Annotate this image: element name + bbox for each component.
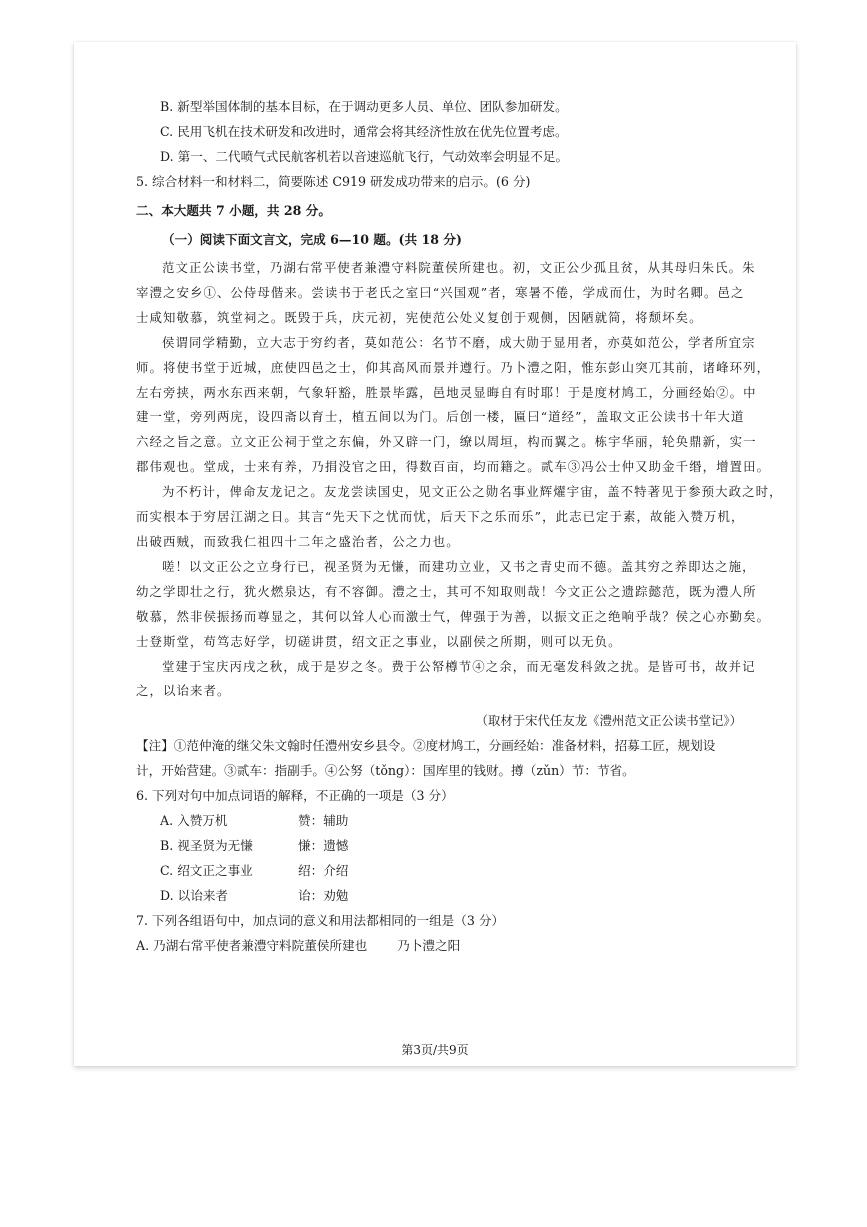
passage-line: 左右旁挟，两水东西来朝，气象轩豁，胜景毕露，邑地灵显晦自有时耶！于是度材鸠工，分画经始②。中 (136, 384, 757, 400)
passage-line: 嗟！以文正公之立身行已，视圣贤为无慊，而建功立业，又书之青史而不德。盖其穷之养即达之施， (162, 558, 756, 574)
question-5: 5. 综合材料一和材料二，简要陈述 C919 研发成功带来的启示。(6 分) (136, 174, 531, 189)
passage-line: 而实根本于穷居江湖之日。其言“先天下之忧而忧，后天下之乐而乐”，此志已定于素，故能入赞万机， (136, 509, 745, 525)
question-7: 7. 下列各组语句中，加点词的意义和用法都相同的一组是（3 分） (136, 913, 505, 929)
classical-passage (136, 256, 783, 704)
passage-line: 为不朽计，俾命友龙记之。友龙尝读国史，见文正公之勋名事业辉燿宇宙，盖不特著见于参预大政之时， (162, 484, 783, 500)
option-gloss: 慊：遗憾 (298, 838, 349, 854)
q4-option-d: D. 第一、二代喷气式民航客机若以音速巡航飞行，气动效率会明显不足。 (160, 149, 569, 164)
passage-line: 士登斯堂，苟笃志好学，切磋讲贯，绍文正之事业，以副侯之所期，则可以无负。 (136, 633, 622, 649)
page-content (136, 94, 783, 958)
option-gloss: 诒：劝勉 (298, 888, 349, 904)
annotation-note: 【注】①范仲淹的继父朱文翰时任澧州安乡县令。②度材鸠工，分画经始：准备材料，招募工匠，规划设 (136, 738, 716, 754)
q6-option-c (136, 858, 748, 883)
passage-line: 范文正公读书堂，乃湖右常平使者兼澧守料院董侯所建也。初，文正公少孤且贫，从其母归朱氏。朱 (162, 260, 756, 275)
passage-paragraph-3 (136, 480, 783, 555)
option-right: 乃卜澧之阳 (397, 938, 461, 954)
subsection-1-title: （一）阅读下面文言文，完成 6—10 题。(共 18 分) (162, 232, 462, 247)
option-gloss: 绍：介绍 (298, 863, 349, 879)
section-2-title: 二、本大题共 7 小题，共 28 分。 (136, 203, 331, 218)
passage-paragraph-2 (136, 331, 771, 480)
annotation-note: 计，开始营建。③贰车：指副手。④公努（tǒng）：国库里的钱财。撙（zǔn）节：节省。 (136, 763, 635, 779)
q6-option-b (136, 833, 748, 858)
passage-line: 侯谓同学精勤，立大志于穷约者，莫如范公：名节不磨，成大勋于显用者，亦莫如范公，学者所宜宗 (162, 334, 756, 350)
passage-line: 六经之旨之意。立文正公祠于堂之东偏，外又辟一门，缭以周垣，构而翼之。栋宇华丽，轮奂鼎新，实一 (136, 434, 757, 450)
passage-line: 幼之学即壮之行，犹火燃泉达，有不容御。澧之士，其可不知取则哉！今文正公之遗踪懿范，既为澧人所 (136, 583, 757, 599)
page-footer: 第3页/共9页 (401, 1043, 469, 1057)
option-phrase: D. 以诒来者 (160, 888, 229, 904)
passage-line: 宰澧之安乡①、公侍母偕来。尝读书于老氏之室曰“兴国观”者，寒暑不倦，学成而仕，为时名卿。邑之 (136, 284, 745, 300)
passage-paragraph-4 (136, 555, 771, 655)
passage-line: 敬慕，然非侯振扬而尊显之，其何以耸人心而激士气，俾强于为善，以振文正之绝响乎哉？侯之心亦勤矣。 (136, 608, 771, 624)
q6-option-d (136, 883, 748, 908)
passage-line: 郡伟观也。堂成，士来有养，乃捐没官之田，得数百亩，均而籍之。贰车③冯公士仲又助金千缗，增置田。 (136, 459, 771, 475)
option-phrase: C. 绍文正之事业 (160, 863, 253, 879)
question-6: 6. 下列对句中加点词语的解释，不正确的一项是（3 分） (136, 788, 454, 804)
option-left: A. 乃湖右常平使者兼澧守料院董侯所建也 (136, 938, 368, 954)
passage-paragraph-1 (136, 256, 756, 331)
exam-page (74, 42, 796, 1066)
passage-line: 之，以诒来者。 (136, 683, 231, 699)
q6-option-a (136, 808, 748, 833)
passage-line: 堂建于宝庆丙戌之秋，成于是岁之冬。费于公帑樽节④之余，而无毫发科敛之扰。是皆可书，故并记 (162, 658, 756, 674)
q4-option-b: B. 新型举国体制的基本目标，在于调动更多人员、单位、团队参加研发。 (160, 99, 568, 114)
option-phrase: B. 视圣贤为无慊 (160, 838, 253, 854)
passage-line: 士咸知敬慕，筑堂祠之。既毁于兵，庆元初，宪使范公处义复创于观侧，因陋就简，将颓坏矣。 (136, 309, 703, 325)
option-gloss: 赞：辅助 (298, 813, 349, 829)
passage-line: 师。将使书堂于近城，庶使四邑之士，仰其高风而景并遵行。乃卜澧之阳，惟东彭山突兀其前，诸峰环列， (136, 359, 771, 375)
passage-line: 建一堂，旁列两庑，设四斋以育士，植五间以为门。后创一楼，匾曰“道经”，盖取文正公读书十年大道 (136, 409, 745, 425)
passage-paragraph-5 (136, 655, 756, 705)
q4-option-c: C. 民用飞机在技术研发和改进时，通常会将其经济性放在优先位置考虑。 (160, 124, 568, 139)
q7-option-a (136, 933, 748, 958)
passage-source: （取材于宋代任友龙《澧州范文正公读书堂记》） (475, 713, 742, 729)
passage-line: 出破西贼，而致我仁祖四十二年之盛治者，公之力也。 (136, 533, 460, 549)
option-phrase: A. 入赞万机 (160, 813, 228, 829)
